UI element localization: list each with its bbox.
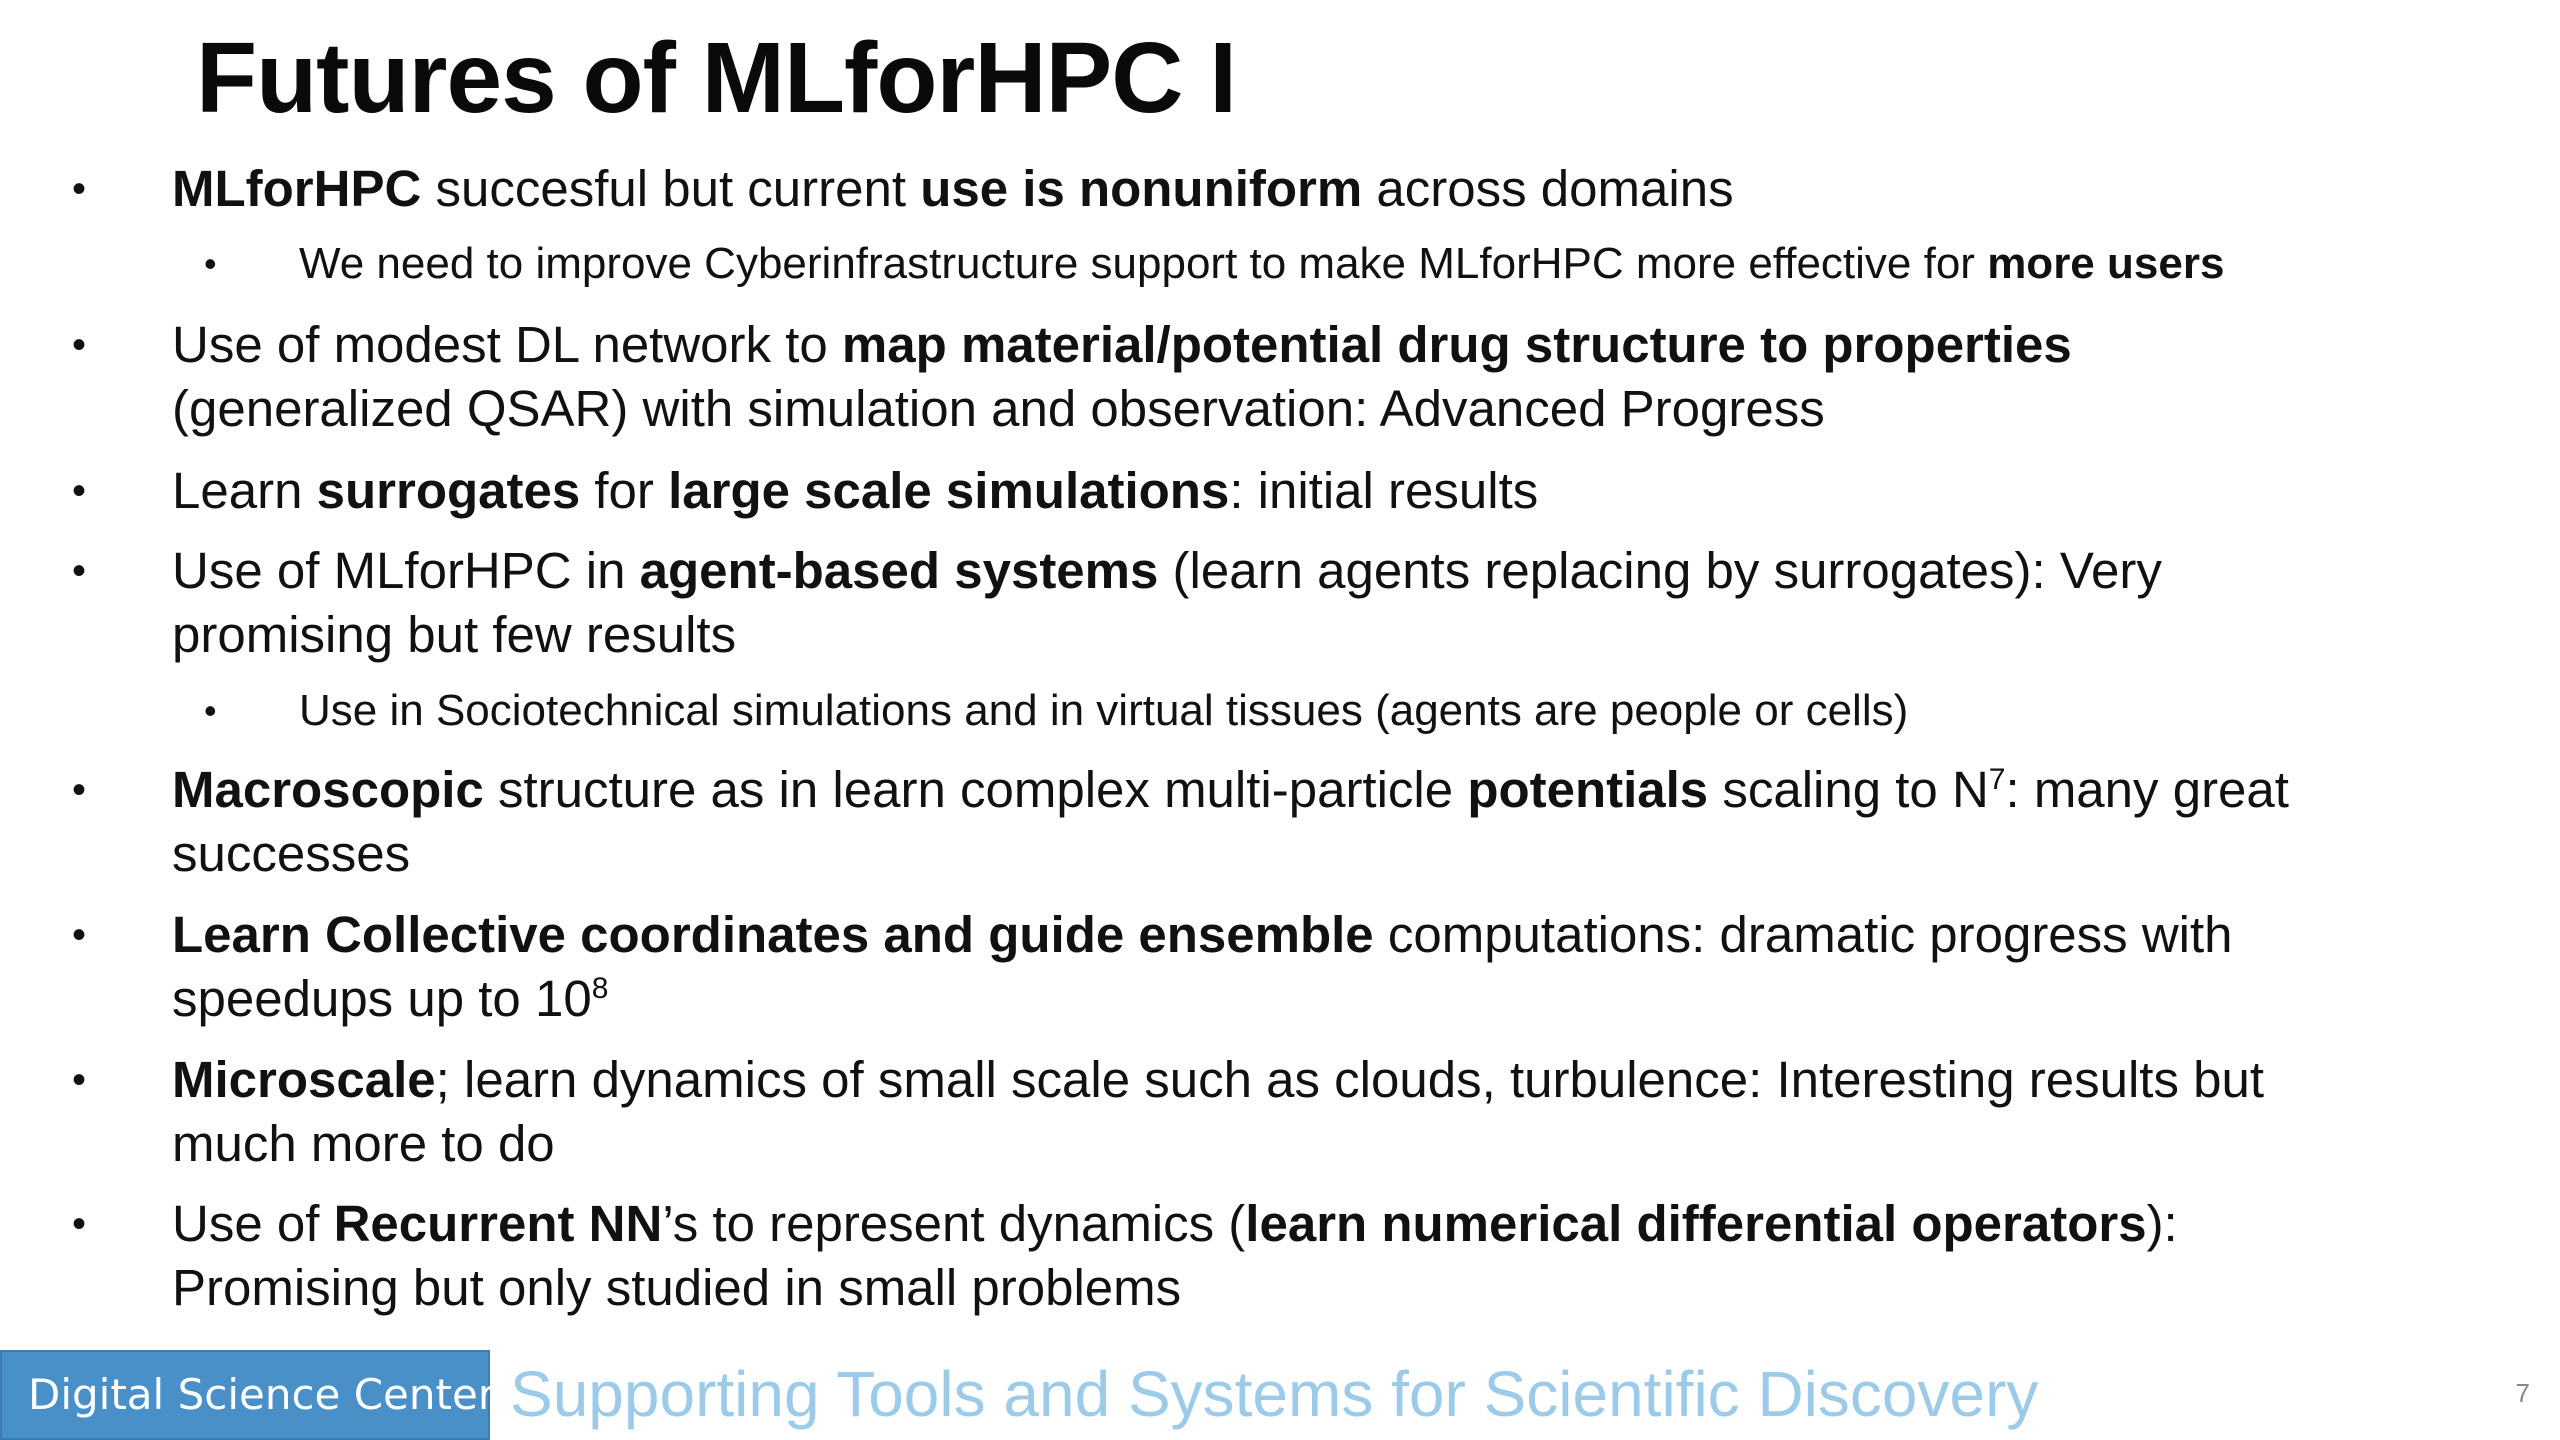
footer-badge: Digital Science Center — [0, 1350, 490, 1440]
bullet-text: structure as in learn complex multi-particle — [483, 761, 1468, 818]
bullet-text: succesful but current — [421, 160, 921, 217]
bullet-text: large scale simulations — [668, 462, 1230, 519]
bullet-text: much more to do — [172, 1115, 555, 1172]
bullet-item — [72, 313, 2072, 377]
bullet-item — [72, 1048, 2265, 1112]
bullet-text: Use in Sociotechnical simulations and in virtual tissues (agents are people or cells) — [299, 686, 1909, 735]
bullet-text: (generalized QSAR) with simulation and observation: Advanced Progress — [172, 380, 1825, 437]
bullet-text: more users — [1987, 239, 2225, 288]
bullet-dot-icon: • — [72, 768, 87, 812]
bullet-continuation — [172, 603, 736, 667]
bullet-text: ’s to represent dynamics ( — [662, 1195, 1246, 1252]
bullet-text: across domains — [1362, 160, 1734, 217]
bullet-text: speedups up to 10 — [172, 970, 592, 1027]
bullet-text: Use of modest DL network to — [172, 316, 842, 373]
bullet-text: Learn Collective coordinates and guide ensemble — [172, 906, 1374, 963]
page-number: 7 — [2515, 1378, 2530, 1408]
bullet-item — [72, 157, 1734, 221]
bullet-item — [72, 758, 2289, 822]
bullet-item — [72, 1192, 2178, 1256]
bullet-item — [72, 459, 1539, 523]
bullet-text: Use of — [172, 1195, 334, 1252]
bullet-text: surrogates — [316, 462, 581, 519]
bullet-text: (learn agents replacing by surrogates): Very — [1158, 542, 2162, 599]
bullet-text: use is nonuniform — [920, 160, 1363, 217]
bullet-continuation — [172, 967, 608, 1031]
bullet-text: ; learn dynamics of small scale such as clouds, turbulence: Interesting results but — [435, 1051, 2265, 1108]
bullet-text: map material/potential drug structure to properties — [841, 316, 2072, 373]
bullet-item — [72, 539, 2162, 603]
bullet-continuation — [172, 377, 1825, 441]
bullet-item — [72, 903, 2233, 967]
bullet-continuation — [172, 1256, 1181, 1320]
bullet-dot-icon: • — [204, 243, 217, 284]
bullet-text: Learn — [172, 462, 317, 519]
bullet-text: : initial results — [1229, 462, 1539, 519]
bullet-text: for — [580, 462, 669, 519]
bullet-dot-icon: • — [72, 913, 87, 957]
bullet-text: Microscale — [172, 1051, 436, 1108]
bullet-text: 8 — [591, 972, 609, 1005]
bullet-text: Macroscopic — [172, 761, 484, 818]
bullet-dot-icon: • — [72, 167, 87, 211]
bullet-continuation — [172, 822, 410, 886]
bullet-text: successes — [172, 825, 411, 882]
bullet-text: MLforHPC — [172, 160, 422, 217]
bullet-continuation — [172, 1112, 555, 1176]
bullet-dot-icon: • — [72, 1202, 87, 1246]
bullet-item — [204, 236, 2225, 292]
bullet-text: learn numerical differential operators — [1245, 1195, 2147, 1252]
bullet-dot-icon: • — [72, 549, 87, 593]
bullet-dot-icon: • — [72, 1058, 87, 1102]
slide-title: Futures of MLforHPC I — [196, 22, 1237, 134]
bullet-text: 7 — [1988, 763, 2006, 796]
bullet-dot-icon: • — [72, 323, 87, 367]
bullet-text: Promising but only studied in small problems — [172, 1259, 1182, 1316]
footer-tagline: Supporting Tools and Systems for Scientific Discovery — [510, 1358, 2039, 1430]
bullet-text: : many great — [2005, 761, 2289, 818]
bullet-text: promising but few results — [172, 606, 737, 663]
bullet-text: agent-based systems — [639, 542, 1159, 599]
bullet-text: We need to improve Cyberinfrastructure support to make MLforHPC more effective for — [299, 239, 1988, 288]
bullet-text: scaling to N — [1708, 761, 1989, 818]
bullet-text: Use of MLforHPC in — [172, 542, 640, 599]
bullet-text: potentials — [1467, 761, 1709, 818]
bullet-item — [204, 683, 1909, 739]
bullet-text: computations: dramatic progress with — [1373, 906, 2233, 963]
bullet-text: Recurrent NN — [333, 1195, 663, 1252]
bullet-text: ): — [2146, 1195, 2178, 1252]
bullet-dot-icon: • — [72, 469, 87, 513]
bullet-dot-icon: • — [204, 690, 217, 731]
